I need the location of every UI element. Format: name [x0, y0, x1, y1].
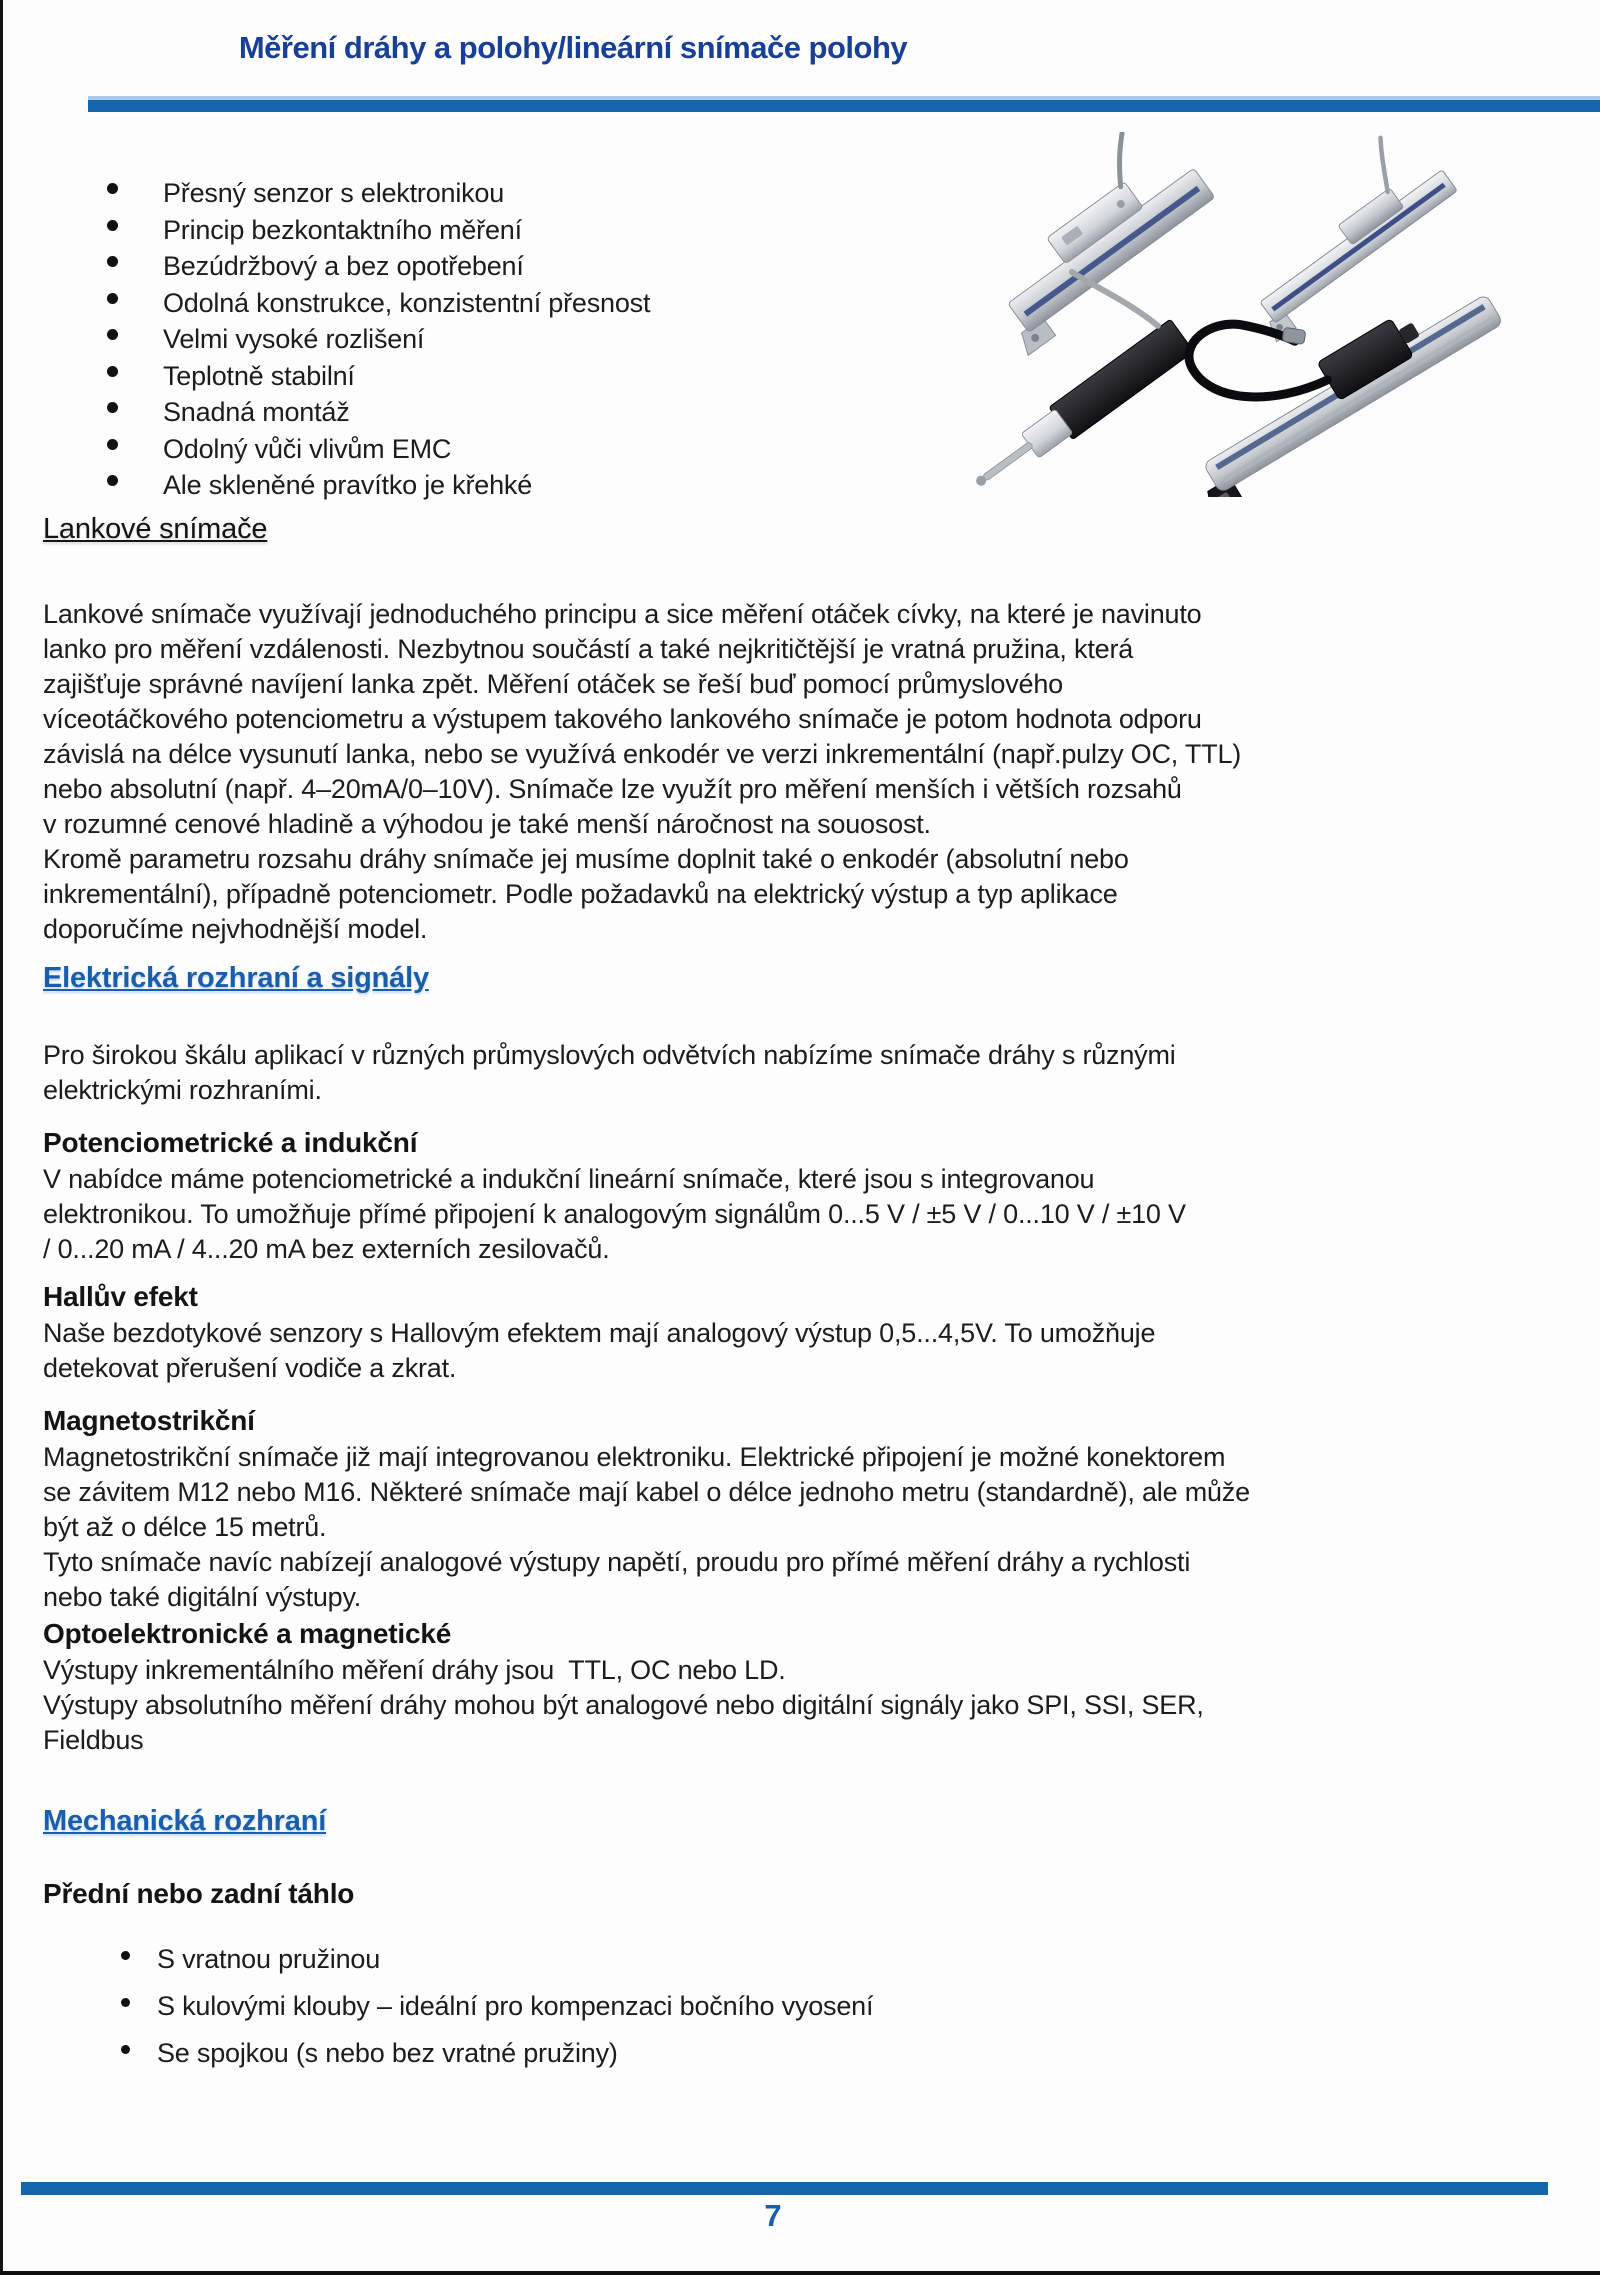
text-line: Magnetostrikční snímače již mají integrovanou elektroniku. Elektrické připojení je možné konektorem [43, 1442, 1226, 1472]
text-line: elektrickými rozhraními. [43, 1075, 322, 1105]
list-item-label: Velmi vysoké rozlišení [163, 324, 425, 354]
list-item [121, 1942, 873, 1989]
list-item [107, 322, 650, 359]
text-line: elektronikou. To umožňuje přímé připojení k analogovým signálům 0...5 V / ±5 V / 0...10 V / ±10 V [43, 1199, 1186, 1229]
list-item [107, 176, 650, 213]
list-item-label: Ale skleněné pravítko je křehké [163, 470, 533, 500]
subheading-halluv: Hallův efekt [43, 1281, 198, 1312]
text-line: být až o délce 15 metrů. [43, 1512, 327, 1542]
text-line: nebo absolutní (např. 4–20mA/0–10V). Snímače lze využít pro měření menších i větších rozsahů [43, 774, 1182, 804]
intro-bullet-list [107, 176, 650, 505]
list-item-label: Odolná konstrukce, konzistentní přesnost [163, 287, 651, 318]
linear-sensors-illustration [965, 132, 1595, 497]
subheading-tahlo: Přední nebo zadní táhlo [43, 1878, 355, 1909]
list-item [107, 286, 650, 323]
text-line: Pro širokou škálu aplikací v různých průmyslových odvětvích nabízíme snímače dráhy s různými [43, 1040, 1176, 1070]
page-number: 7 [764, 2198, 782, 2233]
text-line: Fieldbus [43, 1725, 144, 1755]
text-line: / 0...20 mA / 4...20 mA bez externích zesilovačů. [43, 1234, 610, 1264]
section-heading-elektricka: Elektrická rozhraní a signály [43, 962, 429, 994]
list-item-label: Princip bezkontaktního měření [163, 214, 522, 245]
text-line: Tyto snímače navíc nabízejí analogové výstupy napětí, proudu pro přímé měření dráhy a rychlosti [43, 1547, 1191, 1577]
text-line: Výstupy inkrementálního měření dráhy jsou TTL, OC nebo LD. [43, 1655, 786, 1685]
paragraph-potenciometricke [43, 1162, 1186, 1267]
list-item-label: Odolný vůči vlivům EMC [163, 433, 452, 464]
subheading-magnetostrikcni: Magnetostrikční [43, 1405, 255, 1436]
text-line: V nabídce máme potenciometrické a indukční lineární snímače, které jsou s integrovanou [43, 1164, 1095, 1194]
list-item-label: Bezúdržbový a bez opotřebení [163, 251, 524, 281]
sensor-slim-scale [1215, 132, 1466, 342]
text-line: Výstupy absolutního měření dráhy mohou být analogové nebo digitální signály jako SPI, SSI, SER, [43, 1690, 1204, 1720]
text-line: víceotáčkového potenciometru a výstupem takového lankového snímače je potom hodnota odporu [43, 704, 1202, 734]
text-line: lanko pro měření vzdálenosti. Nezbytnou součástí a také nejkritičtější je vratná pružina, která [43, 634, 1134, 664]
list-item-label: Se spojkou (s nebo bez vratné pružiny) [157, 2038, 618, 2068]
list-item [121, 1989, 873, 2036]
list-item [107, 468, 650, 505]
sensor-encoder-bracket [965, 132, 1226, 355]
text-line: Kromě parametru rozsahu dráhy snímače jej musíme doplnit také o enkodér (absolutní nebo [43, 844, 1129, 874]
footer-rule [21, 2182, 1548, 2195]
text-line: doporučíme nejvhodnější model. [43, 914, 428, 944]
text-line: se závitem M12 nebo M16. Některé snímače mají kabel o délce jednoho metru (standardně), ale může [43, 1477, 1250, 1507]
section-heading-mechanicka: Mechanická rozhraní [43, 1805, 327, 1837]
sensor-gauge-probe [965, 241, 1194, 497]
subheading-potenciometricke: Potenciometrické a indukční [43, 1127, 418, 1158]
list-item-label: S kulovými klouby – ideální pro kompenzaci bočního vyosení [157, 1991, 874, 2021]
paragraph-optoelektronicke [43, 1653, 1204, 1758]
list-item [107, 395, 650, 432]
page-title: Měření dráhy a polohy/lineární snímače polohy [238, 30, 908, 65]
subheading-optoelektronicke: Optoelektronické a magnetické [43, 1618, 452, 1649]
text-line: Lankové snímače využívají jednoduchého principu a sice měření otáček cívky, na které je navinuto [43, 599, 1202, 629]
text-line: Naše bezdotykové senzory s Hallovým efektem mají analogový výstup 0,5...4,5V. To umožňuje [43, 1318, 1156, 1348]
paragraph-lankove [43, 597, 1241, 947]
text-line: detekovat přerušení vodiče a zkrat. [43, 1353, 457, 1383]
list-item-label: Teplotně stabilní [163, 360, 355, 391]
text-line: závislá na délce vysunutí lanka, nebo se využívá enkodér ve verzi inkrementální (např.pulzy OC, TTL) [43, 739, 1242, 769]
paragraph-magnetostrikcni [43, 1440, 1250, 1615]
tahlo-bullet-list [121, 1942, 873, 2083]
text-line: zajišťuje správné navíjení lanka zpět. Měření otáček se řeší buď pomocí průmyslového [43, 669, 1063, 699]
list-item-label: Snadná montáž [163, 397, 350, 427]
list-item-label: S vratnou pružinou [157, 1944, 381, 1974]
text-line: inkrementální), případně potenciometr. Podle požadavků na elektrický výstup a typ aplikace [43, 879, 1118, 909]
list-item [107, 359, 650, 396]
list-item [107, 213, 650, 250]
header-rule [88, 96, 1600, 112]
list-item-label: Přesný senzor s elektronikou [163, 178, 505, 208]
paragraph-halluv [43, 1316, 1155, 1386]
product-photos-image [965, 132, 1595, 497]
paragraph-elektricka [43, 1038, 1176, 1108]
list-item [107, 432, 650, 469]
text-line: nebo také digitální výstupy. [43, 1582, 362, 1612]
section-heading-lankove: Lankové snímače [43, 513, 268, 545]
list-item [121, 2036, 873, 2083]
list-item [107, 249, 650, 286]
text-line: v rozumné cenové hladině a výhodou je také menší náročnost na souosost. [43, 809, 931, 839]
